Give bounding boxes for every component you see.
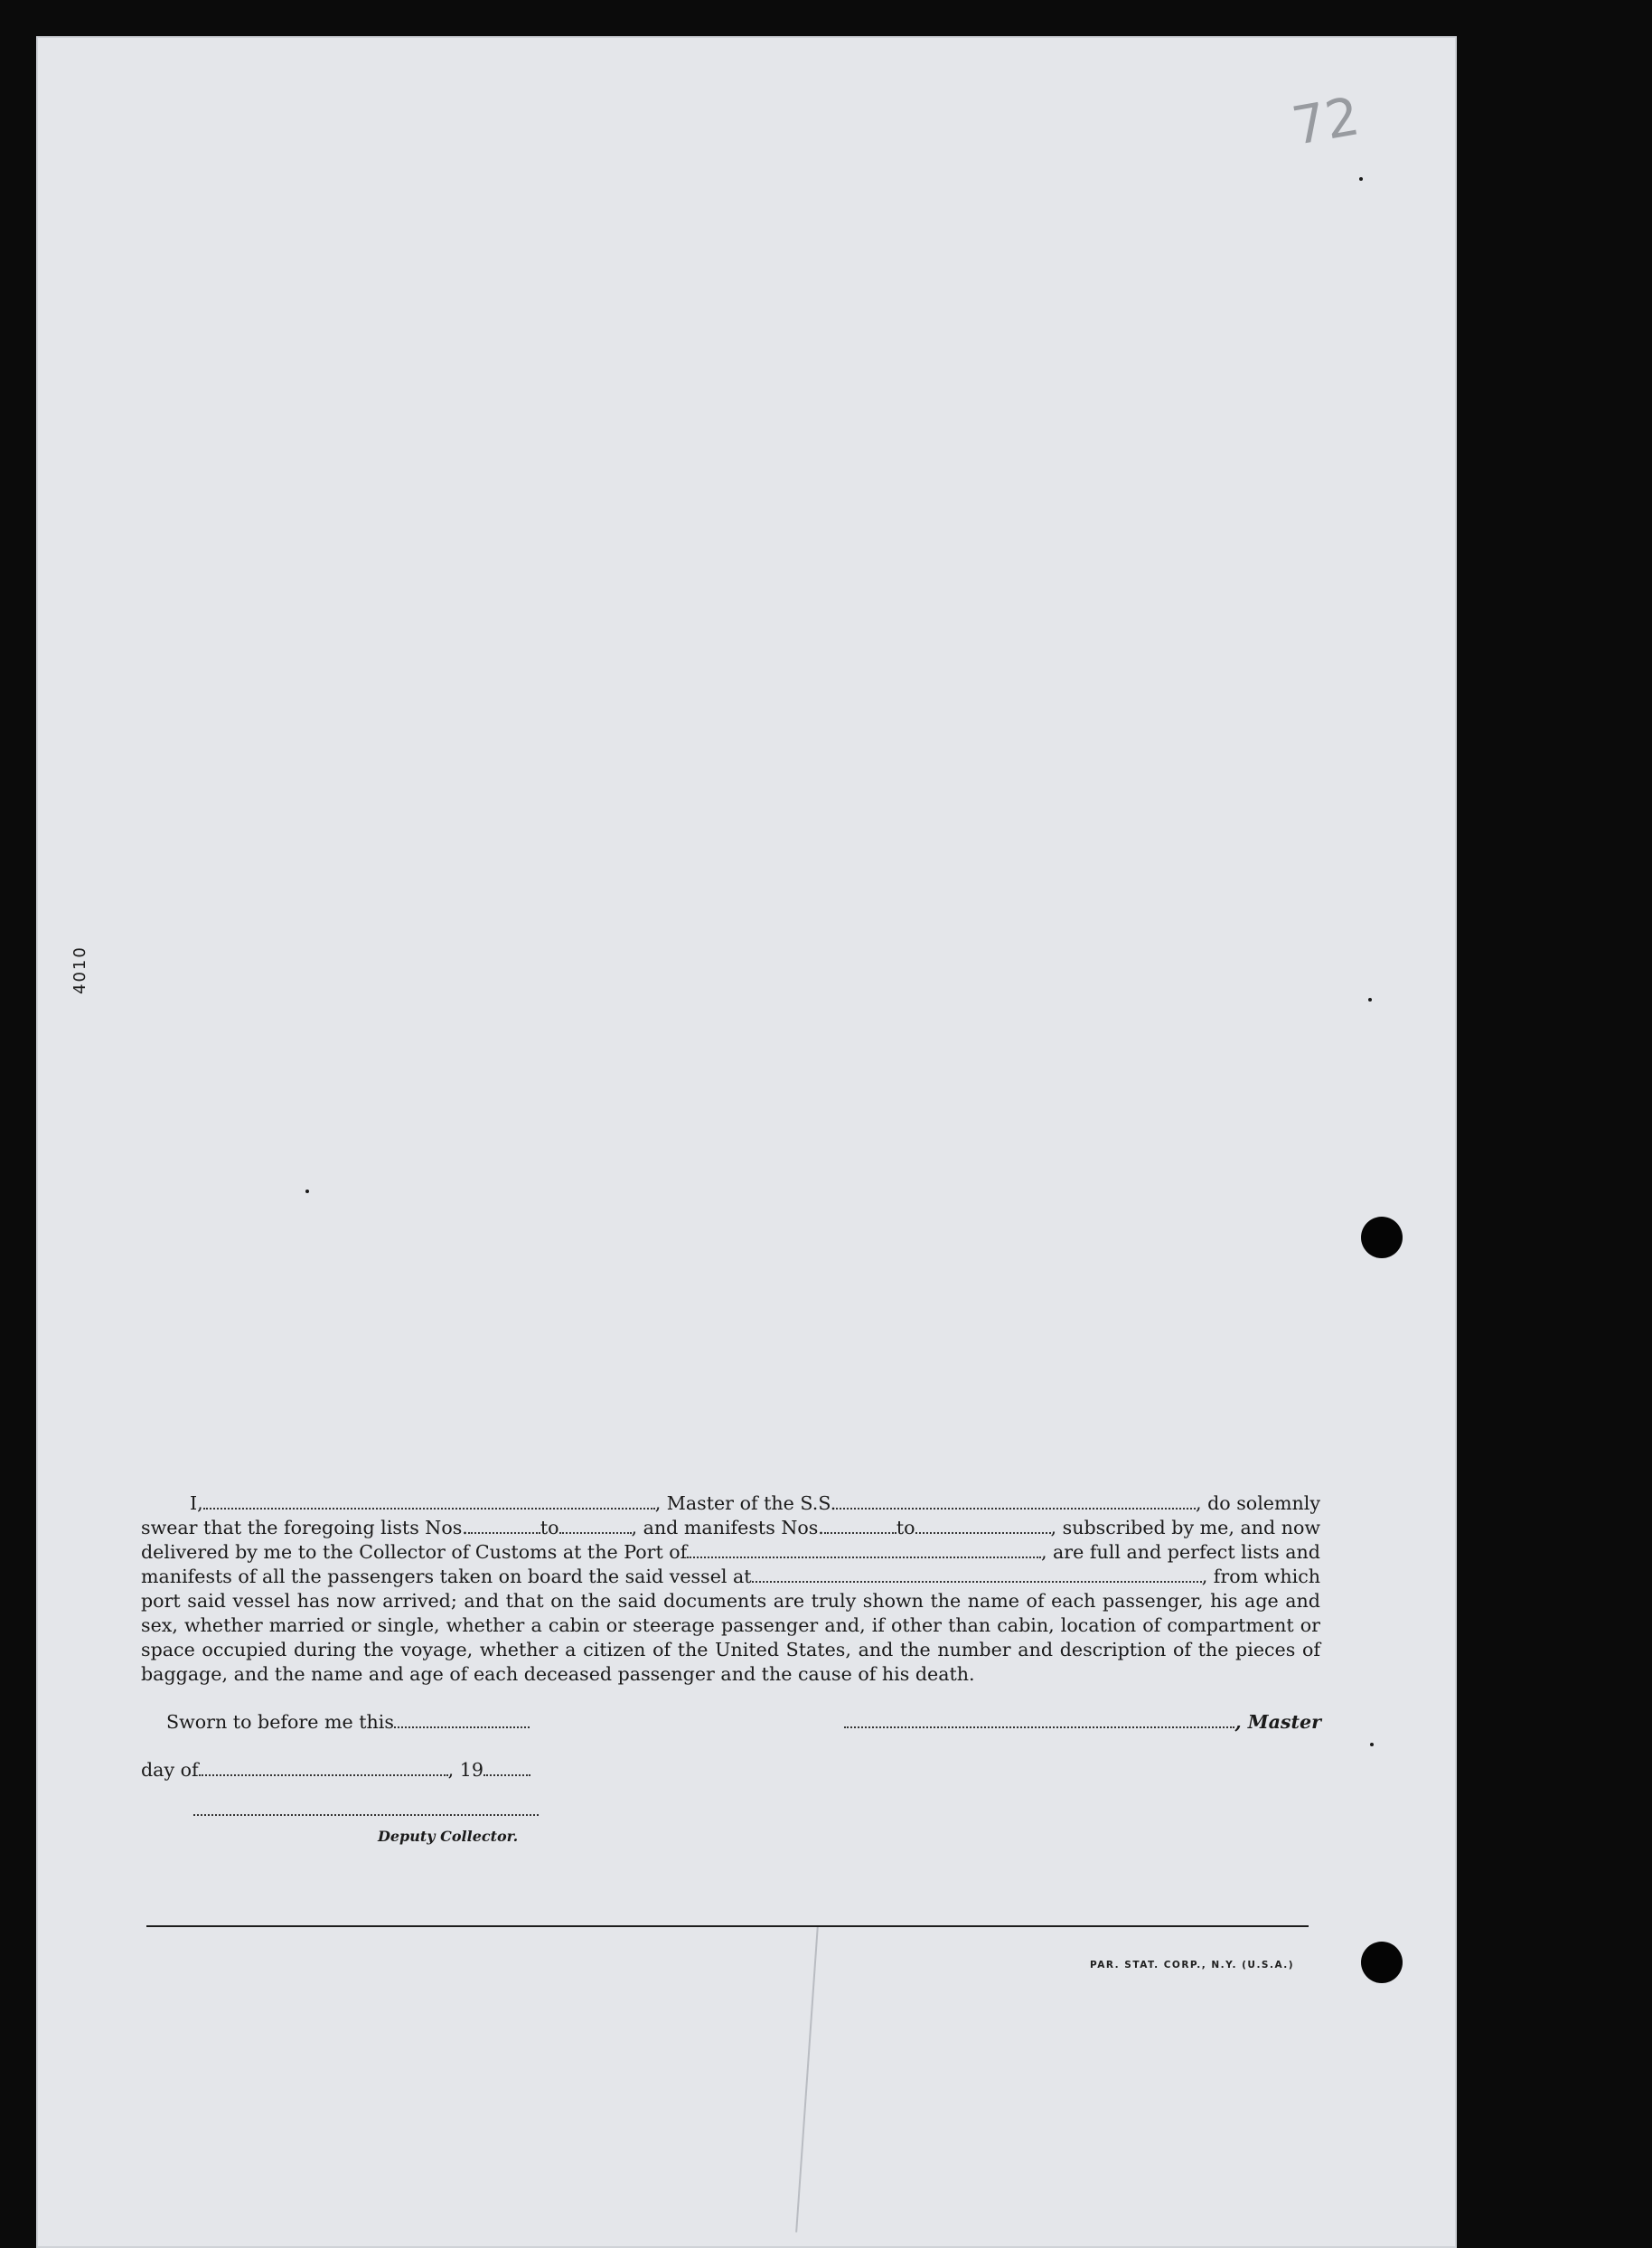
oath-text: swear that the foregoing lists Nos. [141,1517,468,1538]
day-blank [199,1773,448,1776]
departure-port-blank [752,1579,1202,1583]
speck [1359,177,1363,181]
master-signature-blank [844,1725,1234,1728]
master-name-blank [203,1506,655,1510]
manifest-to-blank [915,1530,1051,1534]
oath-text: , do solemnly [1196,1492,1320,1514]
oath-text: to [896,1517,915,1538]
speck [305,1190,309,1193]
port-blank [687,1555,1041,1558]
oath-text: I, [190,1492,203,1514]
page-crease [795,1925,819,2232]
master-signature-row [844,1711,1321,1733]
oath-text: , from which [1201,1566,1320,1587]
oath-line-2 [141,1516,1320,1540]
day-of-row [141,1759,530,1781]
oath-text: , are full and perfect lists and [1040,1541,1320,1563]
oath-line-1 [141,1491,1320,1516]
speck [1370,1743,1374,1746]
bottom-rule [146,1925,1309,1927]
sworn-date-blank [394,1725,530,1728]
oath-text: manifests of all the passengers taken on board the said vessel at [141,1566,752,1587]
day-of-label: day of [141,1759,199,1781]
list-to-blank [559,1530,632,1534]
side-stamp: 4010 [70,945,89,994]
master-oath-paragraph [141,1491,1320,1687]
vessel-name-blank [836,1506,1196,1510]
oath-body: port said vessel has now arrived; and that on the said documents are truly shown the name of each passenger, his age and sex, whether married or single, whether a cabin or steerage passenger and, if other than cabin, location of compartment or space occupied during the voyage, whether a citizen of the United States, and the number and description of the pieces of baggage, and the name and age of each deceased passenger and the cause of his death. [141,1590,1320,1685]
list-from-blank [468,1530,540,1534]
oath-text: delivered by me to the Collector of Customs at the Port of [141,1541,688,1563]
deputy-signature-blank [193,1812,539,1816]
oath-text: , subscribed by me, and now [1050,1517,1320,1538]
oath-line-3 [141,1540,1320,1565]
speck [1368,998,1372,1002]
document-page [36,36,1457,2248]
deputy-collector-label: Deputy Collector. [378,1828,519,1845]
punch-hole-bottom [1361,1942,1403,1983]
master-label: , Master [1234,1711,1321,1733]
year-prefix: , 19 [447,1759,483,1781]
oath-text: , Master of the S.S. [654,1492,837,1514]
punch-hole-top [1361,1217,1403,1258]
oath-text: , and manifests Nos. [631,1517,824,1538]
deputy-signature-line [193,1799,539,1820]
printer-mark: PAR. STAT. CORP., N.Y. (U.S.A.) [1090,1960,1295,1971]
oath-text: to [540,1517,559,1538]
sworn-row [166,1711,530,1733]
sworn-label: Sworn to before me this [166,1711,394,1733]
oath-line-4 [141,1565,1320,1589]
manifest-from-blank [824,1530,896,1534]
year-blank [483,1773,530,1776]
handwritten-page-number: 72 [1287,85,1365,157]
